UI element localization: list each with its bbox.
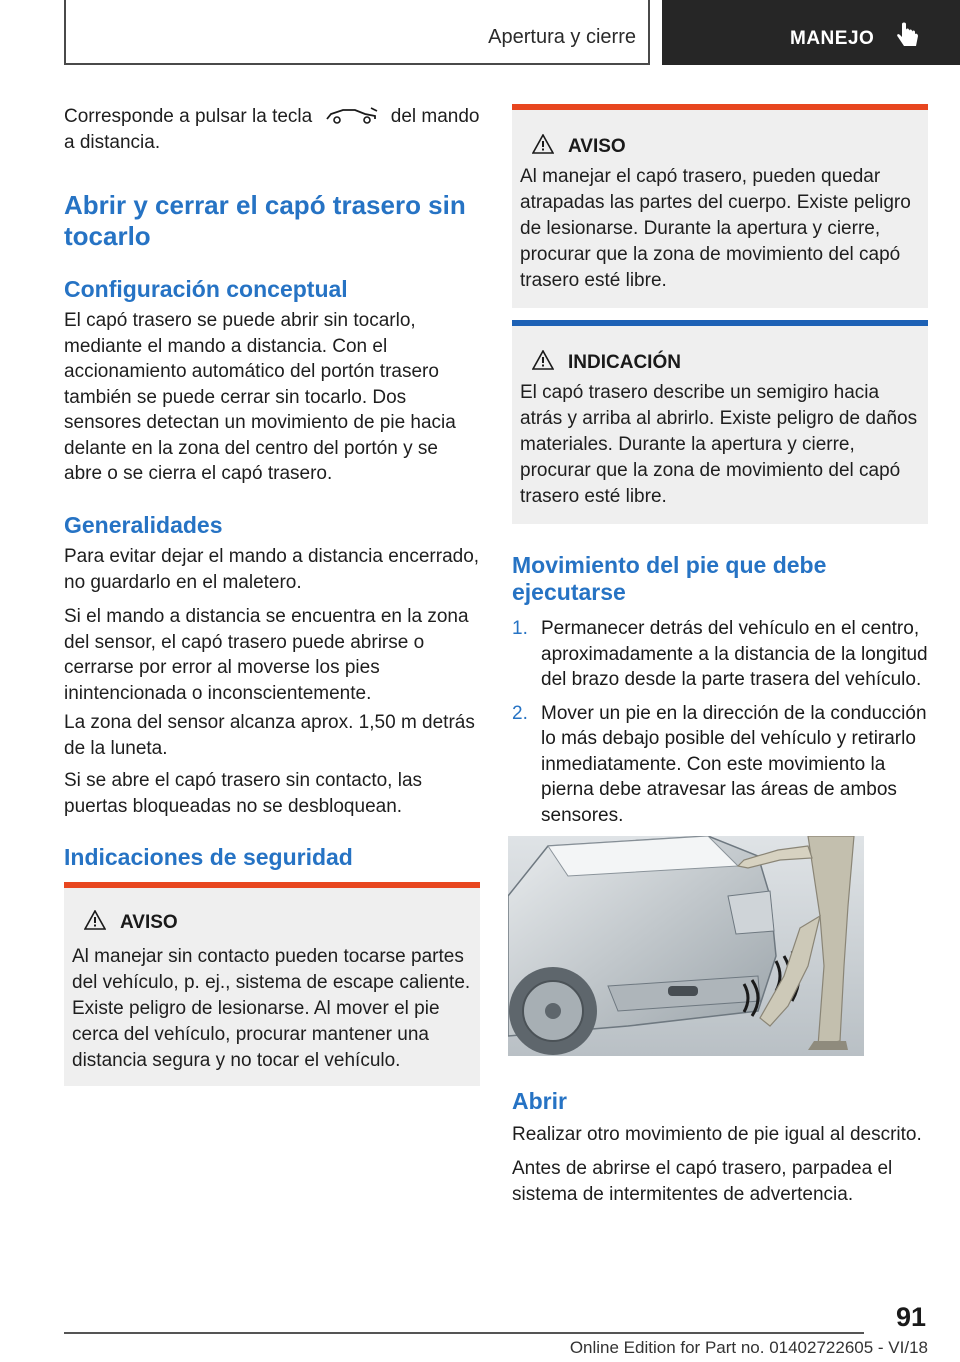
step-text: Mover un pie en la dirección de la conducción lo más debajo posible del vehículo y retirarlo inmediatamente. Con este movimiento la pierna debe atravesar las áreas de ambos sensores.	[541, 702, 927, 826]
intro-paragraph	[64, 104, 480, 155]
notice-box	[512, 320, 928, 524]
notice-label: INDICACIÓN	[568, 352, 681, 373]
open-paragraph-1: Realizar otro movimiento de pie igual al descrito.	[512, 1124, 922, 1145]
hand-pointer-icon	[894, 22, 922, 55]
general-paragraph-2: Si el mando a distancia se encuentra en la zona del sensor, el capó trasero puede abrirse o cerrarse por error al moverse los pies inintencionada o inconscientemente.	[64, 606, 469, 704]
general-paragraph-3: La zona del sensor alcanza aprox. 1,50 m detrás de la luneta.	[64, 712, 475, 759]
warning-label: AVISO	[568, 136, 626, 157]
header-rule-left	[64, 0, 66, 64]
warning-heading	[84, 910, 178, 934]
notice-heading	[532, 350, 681, 374]
step-number: 1.	[512, 618, 528, 639]
warning-text: Al manejar el capó trasero, pueden quedar atrapadas las partes del cuerpo. Existe peligro de lesionarse. Durante la apertura y cierre, procurar que la zona de movimiento del capó trasero esté libre.	[520, 166, 911, 291]
chapter-label: MANEJO	[790, 28, 875, 49]
warning-box-left	[64, 882, 480, 1086]
concept-paragraph: El capó trasero se puede abrir sin tocarlo, mediante el mando a distancia. Con el accionamiento automático del portón trasero también se puede cerrar sin tocarlo. Dos sensores detectan un movimiento de pie hacia delante en la zona del centro del portón y se abre o se cierra el capó trasero.	[64, 310, 456, 484]
general-paragraph-1: Para evitar dejar el mando a distancia encerrado, no guardarlo en el maletero.	[64, 546, 480, 593]
concept-heading: Configuración conceptual	[64, 276, 348, 302]
warning-triangle-icon	[532, 350, 554, 370]
header-rule-bottom	[64, 63, 650, 65]
general-heading: Generalidades	[64, 512, 223, 538]
safety-heading: Indicaciones de seguridad	[64, 844, 353, 870]
notice-text: El capó trasero describe un semigiro hacia atrás y arriba al abrirlo. Existe peligro de daños materiales. Durante la apertura y cierre, procurar que la zona de movimiento del capó trasero esté libre.	[520, 382, 918, 507]
open-heading: Abrir	[512, 1088, 567, 1114]
notice-bar	[512, 320, 928, 326]
step-number: 2.	[512, 702, 528, 724]
warning-bar	[512, 104, 928, 110]
intro-text-after: del mando a distancia.	[64, 106, 480, 153]
step-text: Permanecer detrás del vehículo en el centro, aproximadamente a la distancia de la longitud del brazo desde la parte trasera del vehículo.	[541, 618, 928, 690]
footer-rule	[64, 1332, 864, 1334]
warning-label: AVISO	[120, 912, 178, 933]
open-paragraph-2: Antes de abrirse el capó trasero, parpadea el sistema de intermitentes de advertencia.	[512, 1158, 893, 1205]
warning-triangle-icon	[84, 910, 106, 930]
footer-edition: Online Edition for Part no. 01402722605 - VI/18	[569, 1338, 928, 1357]
intro-text-before: Corresponde a pulsar la tecla	[64, 106, 313, 127]
step-item	[512, 616, 928, 693]
warning-bar	[64, 882, 480, 888]
warning-heading	[532, 134, 626, 158]
header-section-title: Apertura y cierre	[488, 26, 636, 48]
movement-heading: Movimiento del pie que debe ejecutarse	[512, 552, 827, 605]
general-paragraph-4: Si se abre el capó trasero sin contacto, las puertas bloqueadas no se desbloquean.	[64, 770, 423, 817]
car-tailgate-icon	[323, 105, 379, 125]
warning-triangle-icon	[532, 134, 554, 154]
page-number: 91	[895, 1302, 926, 1332]
section-title: Abrir y cerrar el capó trasero sin tocarlo	[64, 190, 466, 251]
steps-list	[512, 616, 928, 836]
chapter-tab[interactable]	[662, 0, 960, 65]
warning-text: Al manejar sin contacto pueden tocarse partes del vehículo, p. ej., sistema de escape caliente. Existe peligro de lesionarse. Al mover el pie cerca del vehículo, procurar mantener una distancia segura y no tocar el vehículo.	[72, 946, 471, 1071]
warning-box-right	[512, 104, 928, 308]
header-divider	[648, 0, 650, 64]
step-item	[512, 701, 928, 829]
kick-sensor-illustration	[508, 836, 864, 1056]
